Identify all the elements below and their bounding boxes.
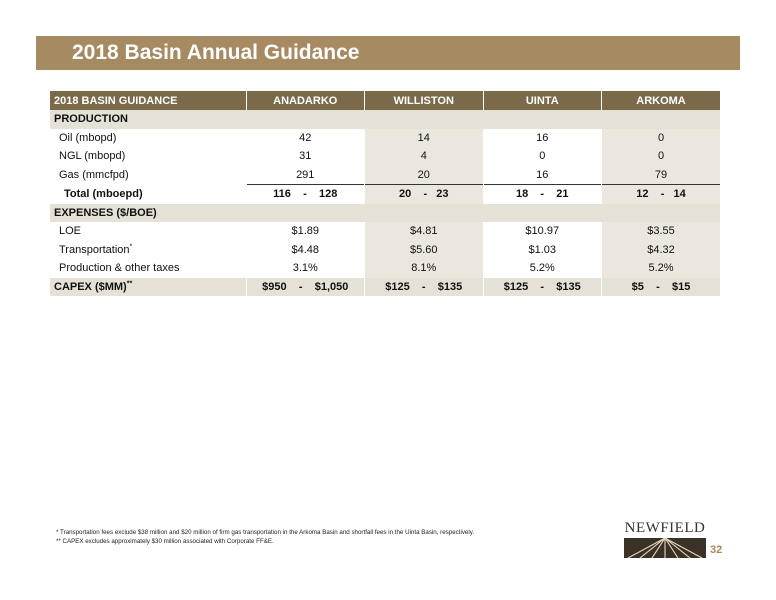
- footnotes: [56, 529, 576, 546]
- table-cell: 16: [483, 129, 602, 148]
- column-header: WILLISTON: [365, 91, 484, 110]
- table-row: [50, 241, 720, 260]
- page-number: 32: [710, 544, 723, 556]
- table-cell: 14: [365, 129, 484, 148]
- table-cell: 4: [365, 147, 484, 166]
- table-row: [50, 147, 720, 166]
- table-row: [50, 166, 720, 185]
- column-header: ARKOMA: [602, 91, 721, 110]
- row-label: Oil (mbopd): [59, 131, 117, 144]
- row-label: LOE: [59, 225, 82, 238]
- table-cell: 31: [246, 147, 365, 166]
- table-cell: 0: [602, 129, 721, 148]
- table-cell: 16: [483, 166, 602, 185]
- table-cell: 20 - 23: [365, 185, 484, 204]
- table-header-row: [50, 91, 720, 110]
- table-cell: 42: [246, 129, 365, 148]
- row-label: NGL (mbopd): [59, 150, 126, 163]
- table-cell: $4.32: [602, 241, 721, 260]
- table-cell: 12 - 14: [602, 185, 721, 204]
- table-cell: 291: [246, 166, 365, 185]
- table-cell: $125 - $135: [483, 278, 602, 297]
- table-cell: $5 - $15: [602, 278, 721, 297]
- table-cell: $125 - $135: [365, 278, 484, 297]
- page-title: 2018 Basin Annual Guidance: [72, 41, 360, 64]
- section-label: EXPENSES ($/BOE): [50, 204, 246, 223]
- table-row: [50, 129, 720, 148]
- table-cell: 0: [483, 147, 602, 166]
- footnote-marker: **: [126, 280, 133, 288]
- table-cell: $4.48: [246, 241, 365, 260]
- table-cell: 79: [602, 166, 721, 185]
- company-logo-text: NEWFIELD: [624, 520, 706, 536]
- table-cell: 8.1%: [365, 259, 484, 278]
- table-cell: 18 - 21: [483, 185, 602, 204]
- row-label: Transportation*: [59, 243, 133, 256]
- table-cell: $950 - $1,050: [246, 278, 365, 297]
- footnote: * Transportation fees exclude $38 million and $20 million of firm gas transportation in the Arkoma Basin and shortfall fees in the Uinta Basin, respectively.: [56, 529, 475, 536]
- table-cell: $3.55: [602, 222, 721, 241]
- title-bar: [36, 36, 740, 70]
- total-row: [50, 185, 720, 204]
- section-row-production: [50, 110, 720, 129]
- row-label: CAPEX ($MM)**: [50, 278, 246, 297]
- column-header: 2018 BASIN GUIDANCE: [50, 91, 246, 110]
- guidance-table: [50, 91, 720, 296]
- row-label: Production & other taxes: [59, 262, 180, 275]
- newfield-logo-icon: [624, 538, 706, 558]
- table-cell: $5.60: [365, 241, 484, 260]
- column-header: ANADARKO: [246, 91, 365, 110]
- table-cell: 0: [602, 147, 721, 166]
- section-row-expenses: [50, 204, 720, 223]
- table-cell: 5.2%: [602, 259, 721, 278]
- table-cell: 3.1%: [246, 259, 365, 278]
- footnote: ** CAPEX excludes approximately $30 million associated with Corporate FF&E.: [56, 537, 274, 545]
- capex-row: [50, 278, 720, 297]
- table-cell: $1.03: [483, 241, 602, 260]
- table-cell: $1.89: [246, 222, 365, 241]
- table-cell: $10.97: [483, 222, 602, 241]
- table-cell: 20: [365, 166, 484, 185]
- row-label: Total (mboepd): [64, 188, 143, 200]
- section-label: PRODUCTION: [50, 110, 246, 129]
- table-cell: $4.81: [365, 222, 484, 241]
- footnote-marker: *: [129, 243, 133, 251]
- column-header: UINTA: [483, 91, 602, 110]
- table-cell: 116 - 128: [246, 185, 365, 204]
- table-row: [50, 259, 720, 278]
- table-cell: 5.2%: [483, 259, 602, 278]
- row-label: Gas (mmcfpd): [59, 169, 129, 181]
- table-row: [50, 222, 720, 241]
